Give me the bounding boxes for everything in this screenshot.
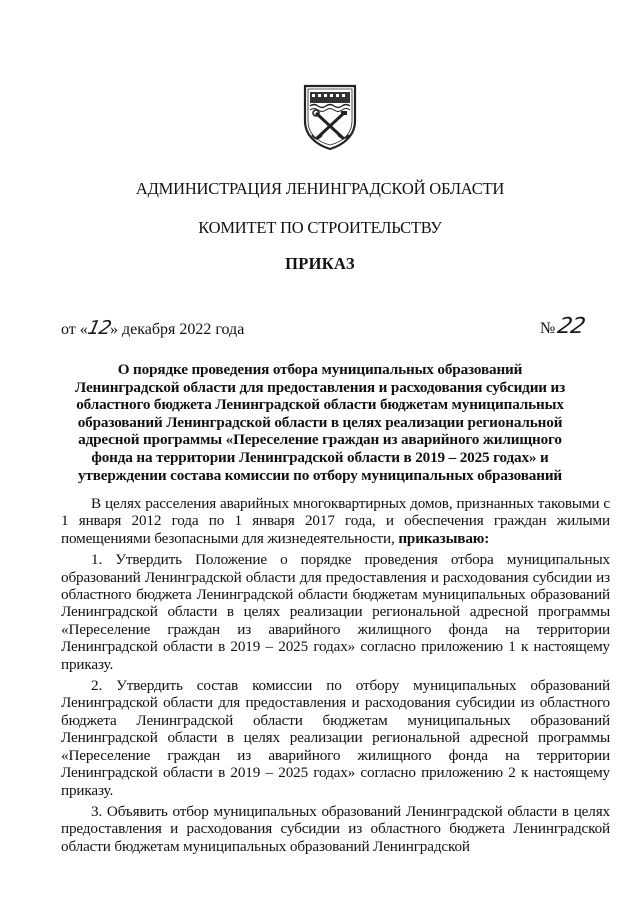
order-number xyxy=(540,314,587,339)
handwritten-day: 12 xyxy=(85,317,113,339)
order-date xyxy=(61,317,244,339)
number-label: № xyxy=(540,320,556,337)
order-body xyxy=(61,495,610,855)
document-type-title: ПРИКАЗ xyxy=(285,254,355,273)
preamble-paragraph xyxy=(61,495,610,547)
organization-heading: АДМИНИСТРАЦИЯ ЛЕНИНГРАДСКОЙ ОБЛАСТИ xyxy=(135,179,505,198)
preamble-text: В целях расселения аварийных многоквартирных домов, признанных таковыми с 1 января 2012 года по 1 января 2017 года, и обеспечения граждан жилыми помещениями безопасными для жизнедеятельности, xyxy=(61,495,610,547)
committee-heading: КОМИТЕТ ПО СТРОИТЕЛЬСТВУ xyxy=(198,218,442,237)
item-2-paragraph: 2. Утвердить состав комиссии по отбору муниципальных образований Ленинградской области для предоставления и расходования субсидии из областного бюджета Ленинградской области бюджетам муниципальных образований Ленинградской области в целях реализации региональной адресной программы «Переселение граждан из аварийного жилищного фонда на территории Ленинградской области в 2019 – 2025 годах» согласно приложению 2 к настоящему приказу. xyxy=(61,677,610,799)
date-suffix: » декабря 2022 года xyxy=(109,321,245,338)
item-3-paragraph: 3. Объявить отбор муниципальных образований Ленинградской области в целях предоставления и расходования субсидии из областного бюджета Ленинградской области бюджетам муниципальных образований Ленинградской xyxy=(61,802,610,855)
coat-of-arms-emblem xyxy=(302,83,358,151)
date-prefix: от « xyxy=(61,321,88,338)
preamble-directive: приказываю: xyxy=(398,529,490,547)
order-subject: О порядке проведения отбора муниципальных образований Ленинградской области для предоставления и расходования субсидии из областного бюджета Ленинградской области бюджетам муниципальных образований Ленинградской области в целях реализации региональной адресной программы «Переселение граждан из аварийного жилищного фонда на территории Ленинградской области в 2019 – 2025 годах» и утверждении состава комиссии по отбору муниципальных образований xyxy=(74,361,566,484)
item-1-paragraph: 1. Утвердить Положение о порядке проведения отбора муниципальных образований Ленинградской области для предоставления и расходования субсидии из областного бюджета Ленинградской области бюджетам муниципальных образований Ленинградской области в целях реализации региональной адресной программы «Переселение граждан из аварийного жилищного фонда на территории Ленинградской области в 2019 – 2025 годах» согласно приложению 1 к настоящему приказу. xyxy=(61,551,610,673)
handwritten-number: 22 xyxy=(555,314,587,339)
